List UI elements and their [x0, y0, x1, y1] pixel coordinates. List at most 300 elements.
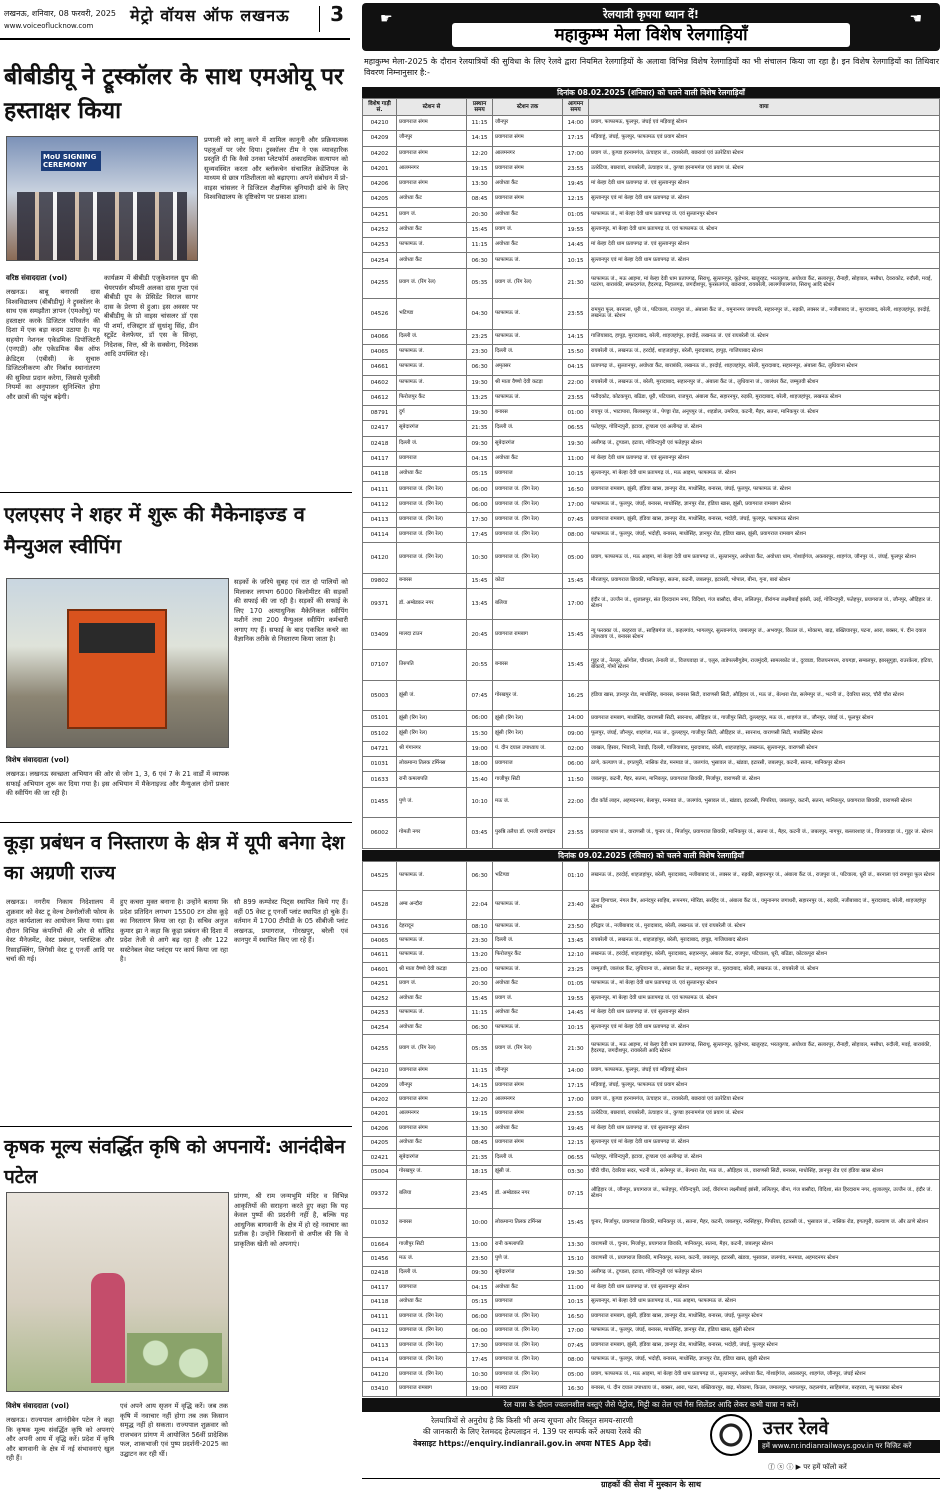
day2-timetable [362, 861, 940, 1397]
masthead-title: मेट्रो वॉयस ऑफ लखनऊ [130, 6, 290, 25]
northern-railway-name: उत्तर रेलवे [763, 1418, 829, 1439]
arrival-time: 13:30 [563, 1237, 589, 1251]
train-number: 04528 [363, 890, 397, 919]
departure-time: 06:00 [467, 1324, 493, 1338]
to-station: गोरखपुर जं. [493, 680, 563, 711]
table-row [363, 1136, 940, 1150]
via-stations: रायबरेली जं., लखनऊ जं., शाहजहांपुर, बरेली, मुरादाबाद, हापुड़, गाजियाबाद स्टेशन [589, 934, 940, 948]
from-station: अयोध्या कैंट [397, 1020, 467, 1034]
departure-time: 05:15 [467, 467, 493, 482]
to-station: प्रयागराज संगम [493, 192, 563, 207]
from-station: प्रयागराज जं. (रिंग रेल) [397, 497, 467, 512]
from-station: गोरखपुर जं. [397, 1165, 467, 1179]
enquiry-line-2: की जानकारी के लिए रेलमदद हेल्पलाइन नं. 139 पर सम्पर्क करें अथवा रेलवे की [422, 1427, 642, 1437]
table-row [363, 1107, 940, 1121]
from-station: तिरुपति [397, 650, 467, 681]
via-stations: फाफामऊ जं., फूलपुर, जंघई, बनारस, माधोसिंह, ज्ञानपुर रोड, हंडिया खास, झूंसी स्टेशन [589, 1324, 940, 1338]
from-station: प्रयागराज [397, 1281, 467, 1295]
story4-photo [6, 1192, 229, 1392]
via-stations: जाखल, हिसार, भिवानी, रेवाड़ी, दिल्ली, गाजियाबाद, मुरादाबाद, बरेली, शाहजहांपुर, लखनऊ, सुल्तानपुर, वाराणसी स्टेशन [589, 741, 940, 756]
train-number: 04611 [363, 948, 397, 962]
via-stations: लखनऊ जं., हरदोई, शाहजहांपुर, बरेली, मुरादाबाद, नजीबाबाद जं., लक्सर जं., रुड़की, सहारनपुर जं., अंबाला कैंट जं., राजपुरा जं., पटियाला, धूरी जं., बरनाला एवं रामपुरा फूल स्टेशन [589, 862, 940, 891]
via-stations: उतरेटिया, बछरावां, रायबरेली, ऊंचाहार जं., कुण्डा हरनामगंज एवं प्रयाग जं. स्टेशन [589, 161, 940, 176]
departure-time: 14:15 [467, 1078, 493, 1092]
to-station: प्रयाग जं. [493, 222, 563, 237]
train-number: 04255 [363, 1035, 397, 1064]
train-number: 04118 [363, 467, 397, 482]
via-stations: फाफामऊ जं., मां बेल्हा देवी धाम प्रतापगढ़ जं. एवं सुल्तानपुर स्टेशन [589, 207, 940, 222]
arrival-time: 02:00 [563, 741, 589, 756]
page-number: 3 [330, 2, 344, 26]
column-header: स्टेशन से [397, 99, 467, 116]
table-row [363, 497, 940, 512]
departure-time: 06:30 [467, 1020, 493, 1034]
special-trains-title: महाकुम्भ मेला विशेष रेलगाड़ियाँ [452, 23, 850, 47]
from-station: अयोध्या कैंट [397, 253, 467, 268]
departure-time: 15:45 [467, 222, 493, 237]
arrival-time: 16:30 [563, 1382, 589, 1396]
social-follow [768, 1462, 847, 1472]
departure-time: 05:35 [467, 268, 493, 299]
arrival-time: 14:45 [563, 238, 589, 253]
departure-time: 04:15 [467, 451, 493, 466]
to-station: प्रयागराज संगम [493, 1107, 563, 1121]
table-row [363, 1064, 940, 1078]
train-number: 08791 [363, 406, 397, 421]
arrival-time: 19:55 [563, 222, 589, 237]
passenger-notice: रेलयात्री कृपया ध्यान दें! [603, 8, 699, 21]
arrival-time: 15:45 [563, 1208, 589, 1237]
departure-time: 13:30 [467, 1122, 493, 1136]
table-row [363, 726, 940, 741]
train-number: 03409 [363, 619, 397, 650]
from-station: दुर्ग [397, 406, 467, 421]
train-number: 09372 [363, 1179, 397, 1208]
table-row [363, 1310, 940, 1324]
departure-time: 13:25 [467, 390, 493, 405]
story2-col2: सड़कों के जरिये सुबह एवं रात दो पालियों को मिलाकर लगभग 6000 किलोमीटर की सड़कों की सफाई की जा रही है। सड़कों की सफाई के लिए 170 अत्याधुनिक मैकेनिकल स्वीपिंग मशीनें तथा 200 मैन्युअल स्वीपिंग कर्मचारी लगाए गए हैं। सफाई के बाद एकत्रित कचरे का वैज्ञानिक तरीके से निस्तारण किया जाता है। [234, 578, 348, 644]
arrival-time: 22:00 [563, 787, 589, 818]
table-row [363, 919, 940, 933]
train-number: 04254 [363, 1020, 397, 1034]
arrival-time: 15:50 [563, 344, 589, 359]
to-station: अयोध्या कैंट [493, 177, 563, 192]
arrival-time: 11:50 [563, 772, 589, 787]
via-stations: मड़ियाहूं, जंघई, फूलपुर, फाफामऊ एवं प्रयाग स्टेशन [589, 131, 940, 146]
to-station: बनारस [493, 650, 563, 681]
departure-time: 10:10 [467, 787, 493, 818]
via-stations: इंदौर जं., उज्जैन जं., शुजालपुर, संत हिरदाराम नगर, विदिशा, गंज बासौदा, बीना, ललितपुर, वीरांगना लक्ष्मीबाई झांसी, उरई, गोविन्दपुरी, फतेहपुर, प्रयागराज जं., जौनपुर, औड़िहार जं. स्टेशन [589, 589, 940, 620]
arrival-time: 07:45 [563, 1338, 589, 1352]
via-stations: बनारस, पं. दीन दयाल उपाध्याय जं., बक्सर, आरा, पटना, बख्तियारपुर, बाढ़, मोकामा, किउल, जमालपुर, भागलपुर, कहलगांव, साहिबगंज, बरहरवा, न्यू फरक्का स्टेशन [589, 1382, 940, 1396]
via-stations: हरिद्वार जं., नजीबाबाद जं., मुरादाबाद, बरेली, लखनऊ जं. एवं रायबरेली जं. स्टेशन [589, 919, 940, 933]
from-station: प्रयाग जं. [397, 207, 467, 222]
via-stations: फाफामऊ जं., मऊ आइमा, मां बेल्हा देवी धाम प्रतापगढ़, सिराथू, सुल्तानपुर, कूड़ेभार, खजुरहट, भरतकुण्ड, अयोध्या कैंट, सलारपुर, रौनाही, सोहावल, मसौधा, देवराकोट, रुदौली, मवई, पटरंगा, बाराबंकी, सफदरगंज, हैदरगढ़, निहालगढ़, जगदीशपुर, फुरसतगंज, बछरावां, रायबरेली, लालगोपालगंज, सिराथू आदि स्टेशन [589, 268, 940, 299]
table-row [363, 787, 940, 818]
to-station: प्रयाग जं. [493, 992, 563, 1006]
from-station: आलमनगर [397, 161, 467, 176]
story3-col1: लखनऊ। नगरीय निकाय निदेशालय में शुक्रवार को वेस्ट टू वेल्थ टेक्नोलॉजी फोरम के तहत कार्यशाला का आयोजन किया गया। इस दौरान विभिन्न कंपनियों की ओर से सॉलिड वेस्ट मैनेजमेंट, वेस्ट प्रबंधन, प्लास्टिक और रिसाइक्लिंग, लिगेसी वेस्ट टू एनर्जी आदि पर चर्चा की गई। [6, 898, 114, 964]
train-number: 04206 [363, 177, 397, 192]
table-row [363, 711, 940, 726]
enquiry-line-1: रेलयात्रियों से अनुरोध है कि किसी भी अन्य सूचना और विस्तृत समय-सारणी [431, 1416, 633, 1425]
via-stations: फतेहपुर, गोविन्दपुरी, इटावा, टूण्डला एवं अलीगढ़ जं. स्टेशन [589, 421, 940, 436]
indian-railways-logo-icon [710, 1414, 752, 1456]
to-station: रानी कमलापति [493, 1237, 563, 1251]
train-number: 01031 [363, 757, 397, 772]
train-number: 04252 [363, 222, 397, 237]
train-number: 09802 [363, 573, 397, 588]
via-stations: जबलपुर, कटनी, मैहर, सतना, मानिकपुर, प्रयागराज छिवकी, मिर्जापुर, वाराणसी जं. स्टेशन [589, 772, 940, 787]
via-stations: उतरेटिया, बछरावां, रायबरेली, ऊंचाहार जं., कुण्डा हरनामगंज एवं प्रयाग जं. स्टेशन [589, 1107, 940, 1121]
from-station: फाफामऊ जं. [397, 238, 467, 253]
departure-time: 13:30 [467, 177, 493, 192]
train-number: 04601 [363, 963, 397, 977]
arrival-time: 14:15 [563, 329, 589, 344]
to-station: अयोध्या कैंट [493, 1122, 563, 1136]
arrival-time: 07:15 [563, 1179, 589, 1208]
arrival-time: 06:00 [563, 757, 589, 772]
departure-time: 06:00 [467, 482, 493, 497]
to-station: झूंसी (रिंग रेल) [493, 726, 563, 741]
departure-time: 06:30 [467, 862, 493, 891]
arrival-time: 10:15 [563, 1020, 589, 1034]
train-number: 01456 [363, 1252, 397, 1266]
arrival-time: 10:15 [563, 1295, 589, 1309]
railway-advertisement [358, 0, 945, 1500]
train-number: 04210 [363, 1064, 397, 1078]
departure-time: 11:15 [467, 238, 493, 253]
train-number: 02418 [363, 1266, 397, 1280]
table-row [363, 467, 940, 482]
day2-title: दिनांक 09.02.2025 (रविवार) को चलने वाली विशेष रेलगाड़ियाँ [362, 850, 940, 861]
to-station: गाजीपुर सिटी [493, 772, 563, 787]
table-row [363, 512, 940, 527]
from-station: अयोध्या कैंट [397, 192, 467, 207]
table-row [363, 222, 940, 237]
train-number: 04209 [363, 131, 397, 146]
to-station: मालदा टाउन [493, 1382, 563, 1396]
from-station: सूबेदारगंज [397, 1151, 467, 1165]
column-header: आगमन समय [563, 99, 589, 116]
via-stations: अलीगढ़ जं., टूण्डला, इटावा, गोविन्दपुरी एवं फतेहपुर स्टेशन [589, 1266, 940, 1280]
from-station: अयोध्या कैंट [397, 1136, 467, 1150]
via-stations: रायबरेली जं., लखनऊ जं., बरेली, मुरादाबाद, सहारनपुर जं., अंबाला कैंट जं., लुधियाना जं., जालंधर कैंट, जम्मूतवी स्टेशन [589, 375, 940, 390]
story1-col3: प्रणाली को लागू करने में शामिल कानूनी और प्रक्रियात्मक पहलुओं पर जोर दिया। ट्रूस्कॉलर टीम ने एक व्यावहारिक प्रस्तुति दी कि कैसे उनका प्लेटफॉर्म अकादमिक सत्यापन को सुव्यवस्थित करता और ब्लॉकचेन संचालित क्रेडेंशियल के माध्यम से छात्र गतिशीलता को बढ़ाएगा। अपने संबोधन में प्रो-वाइस चांसलर ने डिजिटल शैक्षणिक बुनियादी ढांचे के लिए विश्वविद्यालय के दृष्टिकोण पर प्रकाश डाला। [204, 136, 348, 202]
to-station: प्रयागराज संगम [493, 1136, 563, 1150]
via-stations: गुडूर जं., नेल्लूर, ओंगोल, चीराला, तेनाली जं., विजयवाड़ा जं., एलुरु, ताडेपल्लीगुडेम, राजमुंदरी, सामलकोट जं., दुव्वाडा, विजयनगरम, रायगड़ा, सम्बलपुर, झारसुगुड़ा, राउरकेला, हटिया, बोकारो, गोमो स्टेशन [589, 650, 940, 681]
train-number: 04065 [363, 344, 397, 359]
via-stations: मां बेल्हा देवी धाम प्रतापगढ़ जं. एवं सुल्तानपुर स्टेशन [589, 177, 940, 192]
from-station: प्रयागराज संगम [397, 1093, 467, 1107]
from-station: प्रयागराज जं. (रिंग रेल) [397, 543, 467, 574]
to-station: फाफामऊ जं. [493, 1020, 563, 1034]
table-row [363, 1179, 940, 1208]
story4-col1: लखनऊ। राज्यपाल आनंदीबेन पटेल ने कहा कि कृषक मूल्य संवर्द्धित कृषि को अपनाएं और अपनी आय में वृद्धि करें। प्रदेश में कृषि और बागवानी के क्षेत्र में नई संभावनाएं खुल रही हैं। [6, 1416, 114, 1463]
from-station: बनारस [397, 1208, 467, 1237]
arrival-time: 06:55 [563, 1151, 589, 1165]
via-stations: प्रतापगढ़ जं., सुल्तानपुर, अयोध्या कैंट, बाराबंकी, लखनऊ जं., हरदोई, शाहजहांपुर, बरेली, मुरादाबाद, सहारनपुर, अंबाला कैंट, लुधियाना स्टेशन [589, 360, 940, 375]
from-station: श्री माता वैष्णो देवी कटड़ा [397, 963, 467, 977]
from-station: प्रयागराज जं. (रिंग रेल) [397, 482, 467, 497]
train-number: 04252 [363, 992, 397, 1006]
table-row [363, 963, 940, 977]
arrival-time: 12:15 [563, 192, 589, 207]
departure-time: 03:45 [467, 818, 493, 849]
to-station: फाफामऊ जं. [493, 390, 563, 405]
via-stations: रामपुरा फूल, बरनाला, धूरी जं., पटियाला, राजपुरा जं., अंबाला कैंट जं., यमुनानगर जगाधरी, सहारनपुर जं., रुड़की, लक्सर जं., नजीबाबाद जं., मुरादाबाद, बरेली, शाहजहांपुर, हरदोई, लखनऊ जं. स्टेशन [589, 299, 940, 330]
table-row [363, 1151, 940, 1165]
from-station: झूंसी (रिंग रेल) [397, 711, 467, 726]
train-number: 04525 [363, 862, 397, 891]
from-station: झूंसी (रिंग रेल) [397, 726, 467, 741]
to-station: बलिया [493, 589, 563, 620]
to-station: बनारस [493, 406, 563, 421]
arrival-time: 12:10 [563, 948, 589, 962]
pointing-hand-icon: ☛ [380, 11, 393, 27]
table-row [363, 329, 940, 344]
to-station: अयोध्या कैंट [493, 451, 563, 466]
arrival-time: 17:15 [563, 131, 589, 146]
table-row [363, 253, 940, 268]
story2-col1: लखनऊ। लखनऊ स्वच्छता अभियान की ओर से जोन 1, 3, 6 एवं 7 के 21 वार्डों में व्यापक सफाई अभियान शुरू कर दिया गया है। इस अभियान में मैकेनाइज्ड और मैन्युअल दोनों प्रकार की स्वीपिंग की जा रही है। [6, 770, 229, 798]
vehicle-window [79, 623, 155, 653]
via-stations: फाफामऊ जं., मां बेल्हा देवी धाम प्रतापगढ़ जं. एवं सुल्तानपुर स्टेशन [589, 977, 940, 991]
train-number: 04209 [363, 1078, 397, 1092]
train-number: 04526 [363, 299, 397, 330]
table-row [363, 1353, 940, 1367]
via-stations: फाफामऊ जं., मऊ आइमा, मां बेल्हा देवी धाम प्रतापगढ़, सिराथू, सुल्तानपुर, कूड़ेभार, खजुरहट, भरतकुण्ड, अयोध्या कैंट, सलारपुर, रौनाही, सोहावल, मसौधा, रुदौली, मवई, बाराबंकी, हैदरगढ़, जगदीशपुर, रायबरेली आदि स्टेशन [589, 1035, 940, 1064]
train-number: 04117 [363, 1281, 397, 1295]
table-row [363, 1252, 940, 1266]
produce-display [127, 1333, 222, 1383]
train-number: 04253 [363, 1006, 397, 1020]
to-station: आलमनगर [493, 146, 563, 161]
train-number: 02418 [363, 436, 397, 451]
via-stations: हंडिया खास, ज्ञानपुर रोड, माधोसिंह, बनारस, बनारस सिटी, वाराणसी सिटी, औड़िहार जं., मऊ जं., बेल्थरा रोड, सलेमपुर जं., भटनी जं., देवरिया सदर, चौरी चौरा स्टेशन [589, 680, 940, 711]
table-row [363, 161, 940, 176]
from-station: जौनपुर [397, 131, 467, 146]
table-row [363, 406, 940, 421]
departure-time: 23:30 [467, 934, 493, 948]
from-station: अम्ब अन्दौरा [397, 890, 467, 919]
day1-title: दिनांक 08.02.2025 (शनिवार) को चलने वाली विशेष रेलगाड़ियाँ [362, 87, 940, 98]
via-stations: मीरजापुर, प्रयागराज छिवकी, मानिकपुर, सतना, कटनी, जबलपुर, इटारसी, भोपाल, बीना, गुना, बारां स्टेशन [589, 573, 940, 588]
column-header: विशेष गाड़ी सं. [363, 99, 397, 116]
departure-time: 19:15 [467, 161, 493, 176]
departure-time: 15:40 [467, 772, 493, 787]
arrival-time: 23:50 [563, 919, 589, 933]
from-station: अयोध्या कैंट [397, 1295, 467, 1309]
arrival-time: 17:00 [563, 589, 589, 620]
table-row [363, 1338, 940, 1352]
table-row [363, 1020, 940, 1034]
table-row [363, 268, 940, 299]
to-station: प्रयागराज जं. (रिंग रेल) [493, 482, 563, 497]
mou-banner: MoU SIGNING CEREMONY [41, 151, 101, 171]
from-station: फाफामऊ जं. [397, 375, 467, 390]
to-station: पुणे जं. [493, 1252, 563, 1266]
via-stations: जम्मूतवी, जालंधर कैंट, लुधियाना जं., अंबाला कैंट जं., सहारनपुर जं., मुरादाबाद, बरेली, लखनऊ जं., रायबरेली जं. स्टेशन [589, 963, 940, 977]
arrival-time: 10:15 [563, 467, 589, 482]
departure-time: 21:35 [467, 421, 493, 436]
from-station: फाफामऊ जं. [397, 948, 467, 962]
to-station: प्रयाग जं. (रिंग रेल) [493, 1035, 563, 1064]
from-station: मालदा टाउन [397, 619, 467, 650]
story4-byline: विशेष संवाददाता (vol) [6, 1402, 70, 1410]
to-station: फाफामऊ जं. [493, 253, 563, 268]
arrival-time: 07:45 [563, 512, 589, 527]
to-station: प्रयागराज जं. (रिंग रेल) [493, 1338, 563, 1352]
arrival-time: 08:00 [563, 1353, 589, 1367]
from-station: प्रयागराज जं. (रिंग रेल) [397, 1324, 467, 1338]
arrival-time: 23:55 [563, 1107, 589, 1121]
departure-time: 08:45 [467, 1136, 493, 1150]
via-stations: सुल्तानपुर एवं मां बेल्हा देवी धाम प्रतापगढ़ जं. स्टेशन [589, 1020, 940, 1034]
departure-time: 23:30 [467, 344, 493, 359]
via-stations: फाफामऊ जं., फूलपुर, जंघई, भदोही, बनारस, माधोसिंह, ज्ञानपुर रोड, हंडिया खास, झूंसी स्टेशन [589, 1353, 940, 1367]
departure-time: 06:00 [467, 497, 493, 512]
from-station: बलिया [397, 1179, 467, 1208]
from-station: जौनपुर [397, 1078, 467, 1092]
departure-time: 17:30 [467, 1338, 493, 1352]
timetable-header [363, 99, 940, 116]
train-number: 04206 [363, 1122, 397, 1136]
arrival-time: 01:05 [563, 977, 589, 991]
via-stations: चौरी चौरा, देवरिया सदर, भटनी जं., सलेमपुर जं., बेल्थरा रोड, मऊ जं., औड़िहार जं., वाराणसी सिटी, बनारस, माधोसिंह, ज्ञानपुर रोड एवं हंडिया खास स्टेशन [589, 1165, 940, 1179]
departure-time: 11:15 [467, 1064, 493, 1078]
departure-time: 09:30 [467, 1266, 493, 1280]
day1-timetable [362, 98, 940, 849]
via-stations: लखनऊ जं., हरदोई, शाहजहांपुर, बरेली, मुरादाबाद, सहारनपुर, अंबाला कैंट, राजपुरा, पटियाला, धूरी, बठिंडा, कोटकपूरा स्टेशन [589, 948, 940, 962]
arrival-time: 23:55 [563, 299, 589, 330]
arrival-time: 23:55 [563, 161, 589, 176]
departure-time: 23:50 [467, 1252, 493, 1266]
departure-time: 05:15 [467, 1295, 493, 1309]
train-number: 01032 [363, 1208, 397, 1237]
to-station: झूंसी जं. [493, 1165, 563, 1179]
via-stations: अलीगढ़ जं., टूण्डला, इटावा, गोविन्दपुरी एवं फतेहपुर स्टेशन [589, 436, 940, 451]
via-stations: प्रयागराज रामबाग, झूंसी, हंडिया खास, ज्ञानपुर रोड, माधोसिंह, बनारस, भदोही, जंघई, फूलपुर स्टेशन [589, 1338, 940, 1352]
table-row [363, 390, 940, 405]
arrival-time: 10:15 [563, 253, 589, 268]
via-stations: सुल्तानपुर, मां बेल्हा देवी धाम प्रतापगढ़ जं., मऊ आइमा, फाफामऊ जं. स्टेशन [589, 1295, 940, 1309]
masthead-divider [319, 6, 320, 32]
departure-time: 20:45 [467, 619, 493, 650]
table-row [363, 207, 940, 222]
arrival-time: 21:30 [563, 1035, 589, 1064]
train-number: 01664 [363, 1237, 397, 1251]
from-station: फाफामऊ जं. [397, 344, 467, 359]
table-row [363, 1295, 940, 1309]
to-station: डॉ. अम्बेडकर नगर [493, 1179, 563, 1208]
to-station: दिल्ली जं. [493, 934, 563, 948]
table-row [363, 1266, 940, 1280]
departure-time: 20:55 [467, 650, 493, 681]
from-station: अयोध्या कैंट [397, 992, 467, 1006]
arrival-time: 09:00 [563, 726, 589, 741]
social-follow-text: पर हमें फॉलो करें [803, 1463, 847, 1471]
train-number: 09371 [363, 589, 397, 620]
via-stations: प्रयागराज रामबाग, झूंसी, हंडिया खास, ज्ञानपुर रोड, माधोसिंह, बनारस, जंघई, फूलपुर स्टेशन [589, 1310, 940, 1324]
masthead [0, 0, 350, 40]
arrival-time: 14:45 [563, 1006, 589, 1020]
table-row [363, 992, 940, 1006]
from-station: प्रयागराज रामबाग [397, 1382, 467, 1396]
departure-time: 14:15 [467, 131, 493, 146]
from-station: अयोध्या कैंट [397, 222, 467, 237]
train-number: 04065 [363, 934, 397, 948]
northern-railway-website[interactable]: हमें www.nr.indianrailways.gov.in पर विजिट करें [758, 1440, 940, 1453]
arrival-time: 23:55 [563, 390, 589, 405]
from-station: प्रयागराज संगम [397, 146, 467, 161]
enquiry-line-3[interactable]: वेबसाइट https://enquiry.indianrail.gov.in अथवा NTES App देखें। [413, 1438, 651, 1448]
train-number: 04114 [363, 528, 397, 543]
governor-figure [91, 1273, 125, 1383]
separator [0, 822, 352, 823]
to-station: फाफामऊ जं. [493, 919, 563, 933]
departure-time: 10:30 [467, 543, 493, 574]
arrival-time: 15:45 [563, 650, 589, 681]
from-station: फाफामऊ जं. [397, 934, 467, 948]
table-row [363, 1006, 940, 1020]
via-stations: सुल्तानपुर एवं मां बेल्हा देवी धाम प्रतापगढ़ जं. स्टेशन [589, 192, 940, 207]
social-media-icons[interactable]: ⓕ ⓧ ⓘ ▶ [768, 1463, 802, 1471]
from-station: गोमती नगर [397, 818, 467, 849]
safety-warning: रेल यात्रा के दौरान ज्वलनशील वस्तुएं जैसे पेट्रोल, मिट्टी का तेल एवं गैस सिलेंडर आदि लेकर कभी यात्रा न करें। [362, 1398, 940, 1412]
table-row [363, 818, 940, 849]
arrival-time: 01:00 [563, 406, 589, 421]
departure-time: 10:00 [467, 1208, 493, 1237]
website-url[interactable]: www.voiceoflucknow.com [4, 22, 94, 30]
departure-time: 23:45 [467, 1179, 493, 1208]
from-station: झूंसी जं. [397, 680, 467, 711]
departure-time: 17:30 [467, 512, 493, 527]
to-station: प्रयागराज जं. (रिंग रेल) [493, 1367, 563, 1381]
via-stations: प्रयागराज रामबाग, माधोसिंह, वाराणसी सिटी, सारनाथ, औड़िहार जं., गाजीपुर सिटी, दुल्लहपुर, मऊ जं., शाहगंज जं., जौनपुर, जंघई जं., फूलपुर स्टेशन [589, 711, 940, 726]
train-number: 06002 [363, 818, 397, 849]
via-stations: मां बेल्हा देवी धाम प्रतापगढ़ जं. एवं सुल्तानपुर स्टेशन [589, 1281, 940, 1295]
from-station: बनारस [397, 573, 467, 588]
from-station: प्रयागराज संगम [397, 1122, 467, 1136]
via-stations: फाफामऊ जं., फूलपुर, जंघई, बनारस, माधोसिंह, ज्ञानपुर रोड, हंडिया खास, झूंसी, प्रयागराज रामबाग स्टेशन [589, 497, 940, 512]
table-row [363, 1281, 940, 1295]
departure-time: 11:15 [467, 1006, 493, 1020]
departure-time: 04:30 [467, 299, 493, 330]
departure-time: 15:45 [467, 992, 493, 1006]
train-number: 04612 [363, 390, 397, 405]
from-station: मऊ जं. [397, 1252, 467, 1266]
from-station: प्रयागराज जं. (रिंग रेल) [397, 1367, 467, 1381]
table-row [363, 573, 940, 588]
via-stations: वाराणसी जं., चुनार, मिर्जापुर, प्रयागराज छिवकी, मानिकपुर, सतना, मैहर, कटनी, जबलपुर स्टेशन [589, 1237, 940, 1251]
departure-time: 06:30 [467, 360, 493, 375]
arrival-time: 14:00 [563, 711, 589, 726]
via-stations: वाराणसी जं., प्रयागराज छिवकी, मानिकपुर, सतना, कटनी, जबलपुर, इटारसी, खंडवा, भुसावल, जलगांव, मनमाड, अहमदनगर स्टेशन [589, 1252, 940, 1266]
table-row [363, 948, 940, 962]
from-station: अयोध्या कैंट [397, 467, 467, 482]
departure-time: 17:45 [467, 1353, 493, 1367]
table-row [363, 146, 940, 161]
table-row [363, 344, 940, 359]
train-number: 04118 [363, 1295, 397, 1309]
table-row [363, 360, 940, 375]
table-row [363, 772, 940, 787]
from-station: प्रयागराज जं. (रिंग रेल) [397, 1353, 467, 1367]
train-number: 04251 [363, 977, 397, 991]
from-station: प्रयागराज संगम [397, 1064, 467, 1078]
departure-time: 11:15 [467, 116, 493, 131]
